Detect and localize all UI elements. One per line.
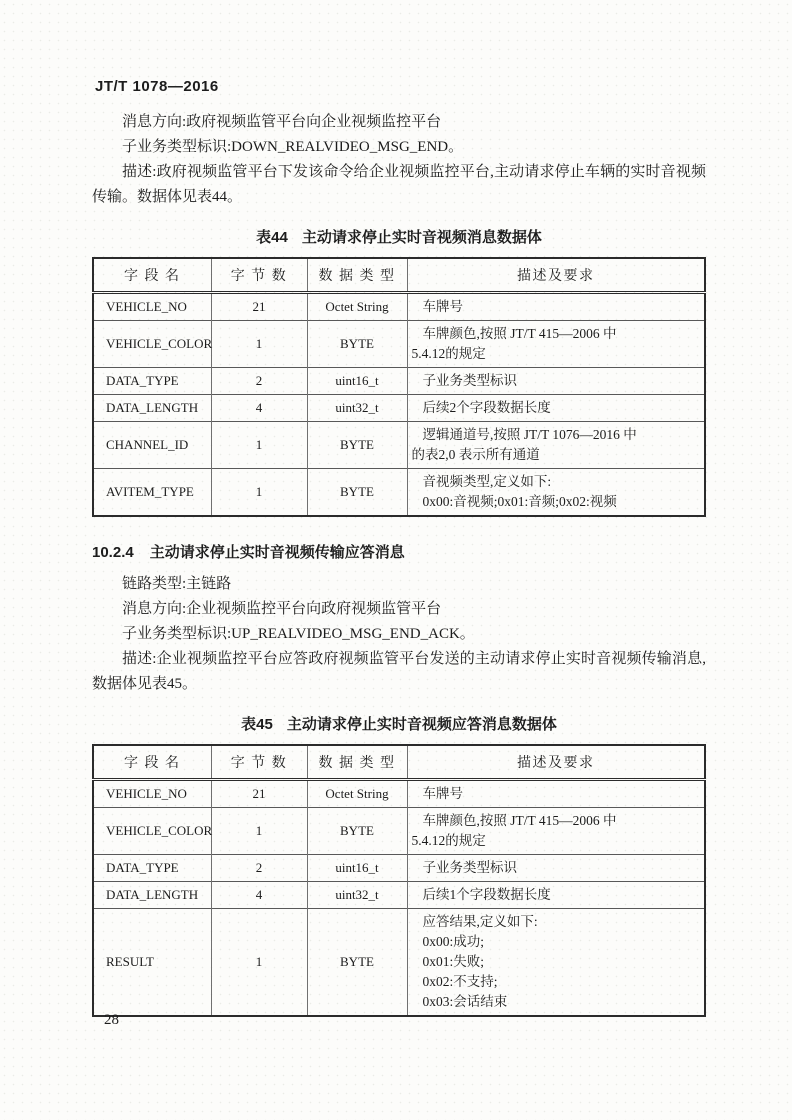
byte-count-cell: 4 [211, 882, 307, 909]
field-name-cell: DATA_TYPE [93, 368, 211, 395]
section-heading-10-2-4 [92, 541, 706, 562]
data-type-cell: BYTE [307, 909, 407, 1017]
table-row [93, 882, 705, 909]
table-row [93, 855, 705, 882]
field-name-cell: DATA_LENGTH [93, 882, 211, 909]
description-cell: 逻辑通道号,按照 JT/T 1076—2016 中 的表2,0 表示所有通道 [407, 422, 705, 469]
byte-count-cell: 1 [211, 422, 307, 469]
data-type-cell: uint16_t [307, 368, 407, 395]
column-header-field-name: 字 段 名 [93, 258, 211, 293]
column-header-field-name: 字 段 名 [93, 745, 211, 780]
column-header-byte-count: 字 节 数 [211, 258, 307, 293]
table44-caption-title: 主动请求停止实时音视频消息数据体 [301, 229, 542, 246]
data-type-cell: BYTE [307, 321, 407, 368]
data-type-cell: uint32_t [307, 395, 407, 422]
paragraph-subtype-id: 子业务类型标识:DOWN_REALVIDEO_MSG_END。 [122, 139, 464, 155]
description-cell: 子业务类型标识 [407, 855, 705, 882]
table45-caption-label: 表45 [241, 716, 273, 733]
column-header-data-type: 数 据 类 型 [307, 745, 407, 780]
table45-caption-title: 主动请求停止实时音视频应答消息数据体 [286, 716, 557, 733]
byte-count-cell: 1 [211, 321, 307, 368]
table45-caption [92, 713, 706, 734]
description-cell: 车牌颜色,按照 JT/T 415—2006 中 5.4.12的规定 [407, 321, 705, 368]
paragraph-message-direction: 消息方向:政府视频监管平台向企业视频监控平台 [122, 114, 442, 130]
table44-caption-label: 表44 [256, 229, 288, 246]
field-name-cell: AVITEM_TYPE [93, 469, 211, 517]
column-header-byte-count: 字 节 数 [211, 745, 307, 780]
table-45 [92, 744, 706, 1017]
table44-caption [92, 226, 706, 247]
table45-header-row [93, 745, 705, 780]
paragraph-description: 描述:政府视频监管平台下发该命令给企业视频监控平台,主动请求停止车辆的实时音视频传输。数据体见表44。 [92, 164, 706, 205]
field-name-cell: VEHICLE_NO [93, 293, 211, 321]
table-row [93, 293, 705, 321]
description-cell: 后续2个字段数据长度 [407, 395, 705, 422]
section-title: 主动请求停止实时音视频传输应答消息 [149, 544, 405, 561]
table44-header-row [93, 258, 705, 293]
field-name-cell: CHANNEL_ID [93, 422, 211, 469]
standard-number-header: JT/T 1078—2016 [95, 78, 219, 95]
byte-count-cell: 21 [211, 293, 307, 321]
page-number: 28 [104, 1012, 119, 1028]
byte-count-cell: 2 [211, 855, 307, 882]
paragraph-link-type: 链路类型:主链路 [122, 576, 232, 592]
table-row [93, 422, 705, 469]
byte-count-cell: 1 [211, 469, 307, 517]
paragraph-subtype-id: 子业务类型标识:UP_REALVIDEO_MSG_END_ACK。 [122, 626, 475, 642]
column-header-description: 描述及要求 [407, 258, 705, 293]
byte-count-cell: 4 [211, 395, 307, 422]
description-cell: 后续1个字段数据长度 [407, 882, 705, 909]
data-type-cell: BYTE [307, 808, 407, 855]
table-row [93, 808, 705, 855]
table-row [93, 909, 705, 1017]
byte-count-cell: 1 [211, 808, 307, 855]
table-44 [92, 257, 706, 517]
paragraph-description: 描述:企业视频监控平台应答政府视频监管平台发送的主动请求停止实时音视频传输消息,数据体见表45。 [92, 651, 706, 692]
column-header-description: 描述及要求 [407, 745, 705, 780]
table-row [93, 321, 705, 368]
field-name-cell: VEHICLE_COLOR [93, 808, 211, 855]
description-cell: 子业务类型标识 [407, 368, 705, 395]
byte-count-cell: 2 [211, 368, 307, 395]
description-cell: 车牌颜色,按照 JT/T 415—2006 中 5.4.12的规定 [407, 808, 705, 855]
table-row [93, 780, 705, 808]
byte-count-cell: 1 [211, 909, 307, 1017]
table-row [93, 368, 705, 395]
field-name-cell: RESULT [93, 909, 211, 1017]
data-type-cell: Octet String [307, 780, 407, 808]
description-cell: 车牌号 [407, 780, 705, 808]
description-cell: 音视频类型,定义如下: 0x00:音视频;0x01:音频;0x02:视频 [407, 469, 705, 517]
data-type-cell: BYTE [307, 422, 407, 469]
field-name-cell: VEHICLE_NO [93, 780, 211, 808]
byte-count-cell: 21 [211, 780, 307, 808]
field-name-cell: DATA_LENGTH [93, 395, 211, 422]
field-name-cell: DATA_TYPE [93, 855, 211, 882]
field-name-cell: VEHICLE_COLOR [93, 321, 211, 368]
data-type-cell: uint32_t [307, 882, 407, 909]
section-number: 10.2.4 [92, 544, 134, 561]
description-cell: 车牌号 [407, 293, 705, 321]
table-row [93, 469, 705, 517]
data-type-cell: uint16_t [307, 855, 407, 882]
data-type-cell: BYTE [307, 469, 407, 517]
description-cell: 应答结果,定义如下: 0x00:成功; 0x01:失败; 0x02:不支持; 0x03:会话结束 [407, 909, 705, 1017]
page-content [92, 110, 706, 1017]
column-header-data-type: 数 据 类 型 [307, 258, 407, 293]
table-row [93, 395, 705, 422]
paragraph-message-direction: 消息方向:企业视频监控平台向政府视频监管平台 [122, 601, 442, 617]
data-type-cell: Octet String [307, 293, 407, 321]
